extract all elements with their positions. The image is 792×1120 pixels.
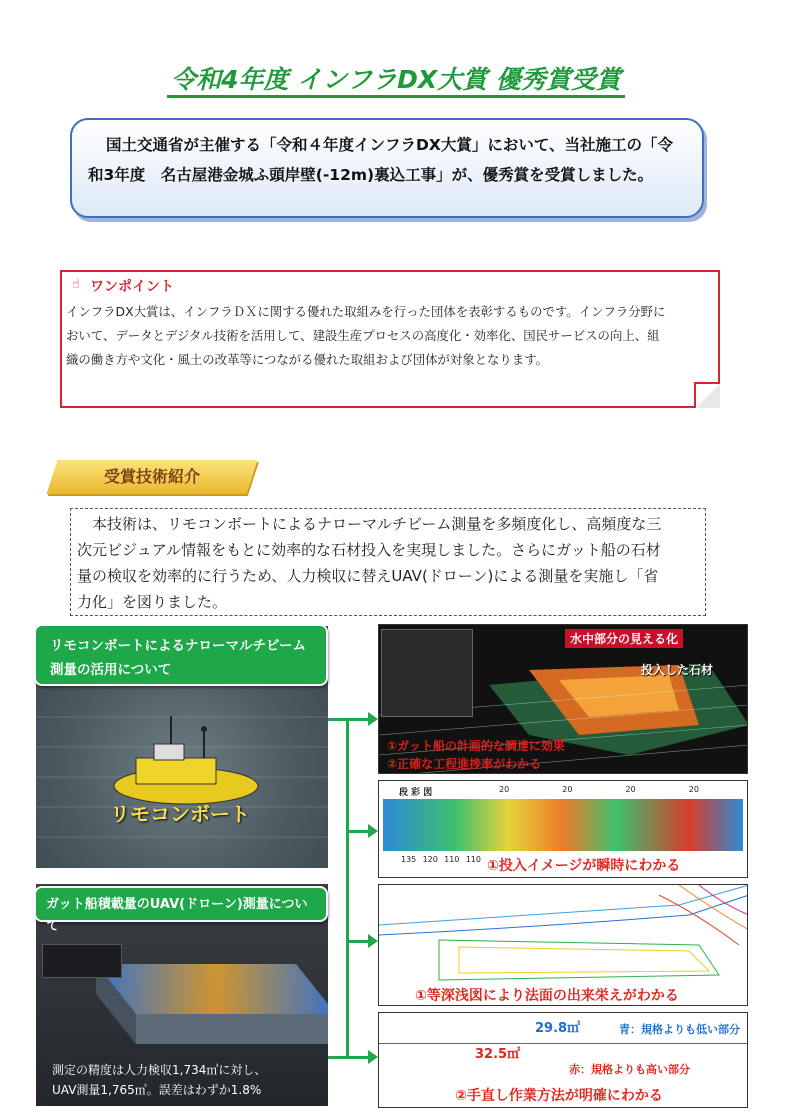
section-line	[379, 1043, 748, 1044]
connector-vertical	[346, 718, 349, 1058]
intro-line-2: 和3年度 名古屋港金城ふ頭岸壁(-12m)裏込工事」が、優秀賞を受賞しました。	[88, 166, 654, 184]
tick-top: 20	[562, 785, 573, 794]
panel-underwater	[378, 624, 748, 774]
panel3-note: ①等深浅図により法面の出来栄えがわかる	[415, 988, 679, 1004]
boat-badge	[34, 624, 328, 686]
connector-p4	[328, 1056, 370, 1059]
arrow-p4	[368, 1050, 378, 1064]
tick-bottom: 120	[422, 855, 438, 864]
uav-caption	[52, 1060, 266, 1100]
desc-line-2: 次元ビジュアル情報をもとに効率的な石材投入を実現しました。さらにガット船の石材	[77, 541, 661, 559]
tech-description	[70, 508, 706, 616]
panel-contour-map	[378, 884, 748, 1006]
survey-stats-box	[381, 629, 473, 717]
one-point-line-3: 織の働き方や文化・風土の改革等につながる優れた取組および団体が対象となります。	[66, 352, 548, 367]
panel1-note-2: ②正確な工程進捗率がわかる	[387, 757, 542, 771]
one-point-line-1: インフラDX大賞は、インフラＤＸに関する優れた取組みを行った団体を表彰するものです。インフラ分野に	[66, 304, 666, 319]
one-point-heading: ワンポイント	[90, 279, 174, 295]
tick-top: 20	[499, 785, 510, 794]
panel-color-map	[378, 780, 748, 878]
boat-badge-line-2: 測量の活用について	[50, 662, 172, 678]
pointing-hand-icon: ☝	[72, 277, 80, 292]
boat-badge-line-1: リモコンボートによるナローマルチビーム	[50, 638, 306, 654]
elevation-color-band	[383, 799, 743, 851]
stone-label: 投入した石材	[641, 663, 714, 677]
panel-deviation	[378, 1012, 748, 1108]
legend-red: 赤：規格よりも高い部分	[569, 1063, 690, 1076]
uav-stats-box	[42, 944, 122, 978]
arrow-p1	[368, 712, 378, 726]
arrow-p2	[368, 824, 378, 838]
intro-box	[70, 118, 704, 218]
uav-caption-line-1: 測定の精度は人力検収1,734㎥に対し、	[52, 1063, 267, 1077]
uav-caption-line-2: UAV測量1,765㎥。誤差はわずか1.8%	[52, 1083, 262, 1097]
page-title: 令和4年度 インフラDX大賞 優秀賞受賞	[0, 60, 792, 96]
one-point-line-2: おいて、データとデジタル技術を活用して、建設生産プロセスの高度化・効率化、国民サービスの向上、組	[66, 328, 660, 343]
boat-label: リモコンボート	[110, 802, 250, 826]
tick-top: 20	[688, 785, 699, 794]
connector-boat	[328, 718, 348, 721]
value-blue: 29.8㎡	[535, 1021, 581, 1036]
panel2-bottom-ticks	[401, 855, 481, 864]
arrow-p3	[368, 934, 378, 948]
panel2-top-ticks	[499, 785, 699, 794]
tick-bottom: 110	[465, 855, 481, 864]
connector-p3	[346, 940, 370, 943]
tick-bottom: 110	[444, 855, 460, 864]
panel4-note: ②手直し作業方法が明確にわかる	[455, 1088, 663, 1104]
desc-line-3: 量の検収を効率的に行うため、人力検収に替えUAV(ドローン)による測量を実施し「省	[77, 567, 659, 585]
panel1-note-1: ①ガット船の計画的な調達に効果	[387, 739, 565, 753]
desc-line-4: 力化」を図りました。	[77, 593, 228, 611]
one-point-body	[66, 300, 712, 372]
intro-line-1: 国土交通省が主催する「令和４年度インフラDX大賞」において、当社施工の「令	[106, 136, 674, 154]
desc-line-1: 本技術は、リモコンボートによるナローマルチビーム測量を多頻度化し、高頻度な三	[77, 515, 662, 533]
panel1-title: 水中部分の見える化	[565, 629, 683, 648]
uav-badge: ガット船積載量のUAV(ドローン)測量について	[34, 886, 328, 922]
one-point-box	[60, 270, 720, 408]
value-red: 32.5㎡	[475, 1047, 521, 1062]
legend-blue: 青：規格よりも低い部分	[619, 1023, 740, 1036]
panel2-note: ①投入イメージが瞬時にわかる	[487, 858, 681, 874]
tick-top: 20	[625, 785, 636, 794]
connector-p1	[346, 718, 370, 721]
section-label: 受賞技術紹介	[103, 467, 200, 486]
tick-bottom: 135	[401, 855, 417, 864]
panel2-header: 段 彩 図	[399, 788, 433, 798]
connector-p2	[346, 830, 370, 833]
page-fold-corner	[694, 382, 720, 408]
